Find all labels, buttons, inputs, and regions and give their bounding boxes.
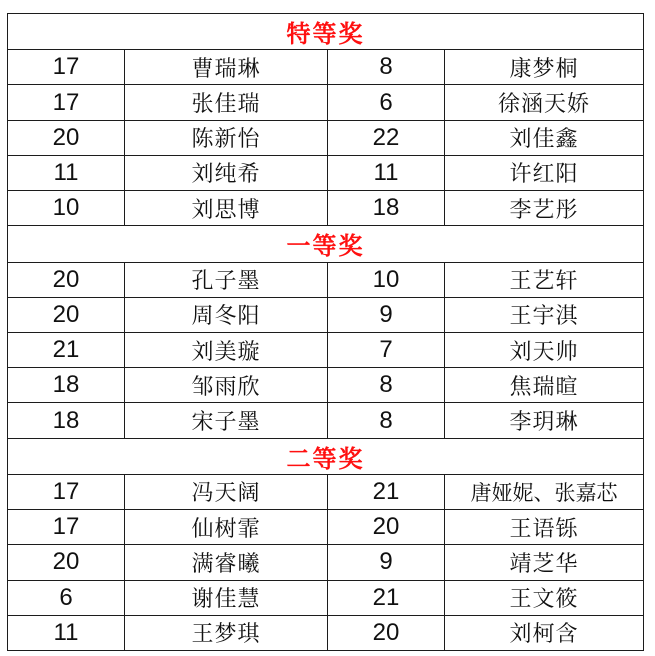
section-header-row [8,226,644,262]
right-number-cell[interactable]: 20 [328,510,445,545]
right-name-cell[interactable]: 许红阳 [445,155,644,190]
right-number-cell[interactable]: 22 [328,120,445,155]
table-row [8,85,644,120]
table-row [8,50,644,85]
table-row [8,474,644,509]
left-name-cell[interactable]: 孔子墨 [125,262,328,297]
left-number-cell[interactable]: 17 [8,85,125,120]
table-row [8,191,644,226]
left-name-cell[interactable]: 刘美璇 [125,332,328,367]
right-name-cell[interactable]: 焦瑞暄 [445,368,644,403]
table-row [8,262,644,297]
right-name-cell[interactable]: 靖芝华 [445,545,644,580]
left-name-cell[interactable]: 曹瑞琳 [125,50,328,85]
left-number-cell[interactable]: 10 [8,191,125,226]
right-number-cell[interactable]: 9 [328,297,445,332]
left-name-cell[interactable]: 刘思博 [125,191,328,226]
right-name-cell[interactable]: 刘天帅 [445,332,644,367]
table-row [8,368,644,403]
right-name-cell[interactable]: 李艺彤 [445,191,644,226]
section-title[interactable]: 特等奖 [8,14,644,50]
right-name-cell[interactable]: 王艺轩 [445,262,644,297]
left-name-cell[interactable]: 谢佳慧 [125,580,328,615]
right-number-cell[interactable]: 8 [328,50,445,85]
right-number-cell[interactable]: 21 [328,580,445,615]
right-number-cell[interactable]: 21 [328,474,445,509]
right-name-cell[interactable]: 李玥琳 [445,403,644,438]
section-header-row [8,438,644,474]
left-number-cell[interactable]: 17 [8,474,125,509]
right-name-cell[interactable]: 刘佳鑫 [445,120,644,155]
left-number-cell[interactable]: 18 [8,368,125,403]
right-name-cell[interactable]: 王宇淇 [445,297,644,332]
right-number-cell[interactable]: 9 [328,545,445,580]
table-row [8,297,644,332]
left-number-cell[interactable]: 18 [8,403,125,438]
right-number-cell[interactable]: 7 [328,332,445,367]
table-row [8,403,644,438]
left-number-cell[interactable]: 11 [8,155,125,190]
section-title[interactable]: 一等奖 [8,226,644,262]
table-row [8,155,644,190]
table-row [8,120,644,155]
right-number-cell[interactable]: 20 [328,615,445,650]
section-title[interactable]: 二等奖 [8,438,644,474]
right-name-cell[interactable]: 王语铄 [445,510,644,545]
section-header-row [8,14,644,50]
table-row [8,545,644,580]
awards-table [7,13,644,651]
left-name-cell[interactable]: 陈新怡 [125,120,328,155]
right-name-cell[interactable]: 刘柯含 [445,615,644,650]
left-number-cell[interactable]: 20 [8,262,125,297]
left-number-cell[interactable]: 20 [8,120,125,155]
left-number-cell[interactable]: 17 [8,50,125,85]
left-name-cell[interactable]: 张佳瑞 [125,85,328,120]
right-number-cell[interactable]: 8 [328,368,445,403]
left-number-cell[interactable]: 20 [8,297,125,332]
left-name-cell[interactable]: 满睿曦 [125,545,328,580]
left-name-cell[interactable]: 周冬阳 [125,297,328,332]
left-name-cell[interactable]: 宋子墨 [125,403,328,438]
right-name-cell[interactable]: 王文筱 [445,580,644,615]
right-name-cell[interactable]: 徐涵天娇 [445,85,644,120]
left-name-cell[interactable]: 冯天阔 [125,474,328,509]
table-row [8,332,644,367]
left-name-cell[interactable]: 王梦琪 [125,615,328,650]
left-number-cell[interactable]: 20 [8,545,125,580]
left-number-cell[interactable]: 11 [8,615,125,650]
right-number-cell[interactable]: 11 [328,155,445,190]
right-number-cell[interactable]: 8 [328,403,445,438]
table-row [8,580,644,615]
table-row [8,510,644,545]
right-name-cell[interactable]: 康梦桐 [445,50,644,85]
right-number-cell[interactable]: 6 [328,85,445,120]
table-row [8,615,644,650]
left-name-cell[interactable]: 邹雨欣 [125,368,328,403]
right-number-cell[interactable]: 18 [328,191,445,226]
left-number-cell[interactable]: 21 [8,332,125,367]
right-number-cell[interactable]: 10 [328,262,445,297]
right-name-cell[interactable]: 唐娅妮、张嘉芯 [445,474,644,509]
left-number-cell[interactable]: 6 [8,580,125,615]
left-name-cell[interactable]: 仙树霏 [125,510,328,545]
left-number-cell[interactable]: 17 [8,510,125,545]
left-name-cell[interactable]: 刘纯希 [125,155,328,190]
